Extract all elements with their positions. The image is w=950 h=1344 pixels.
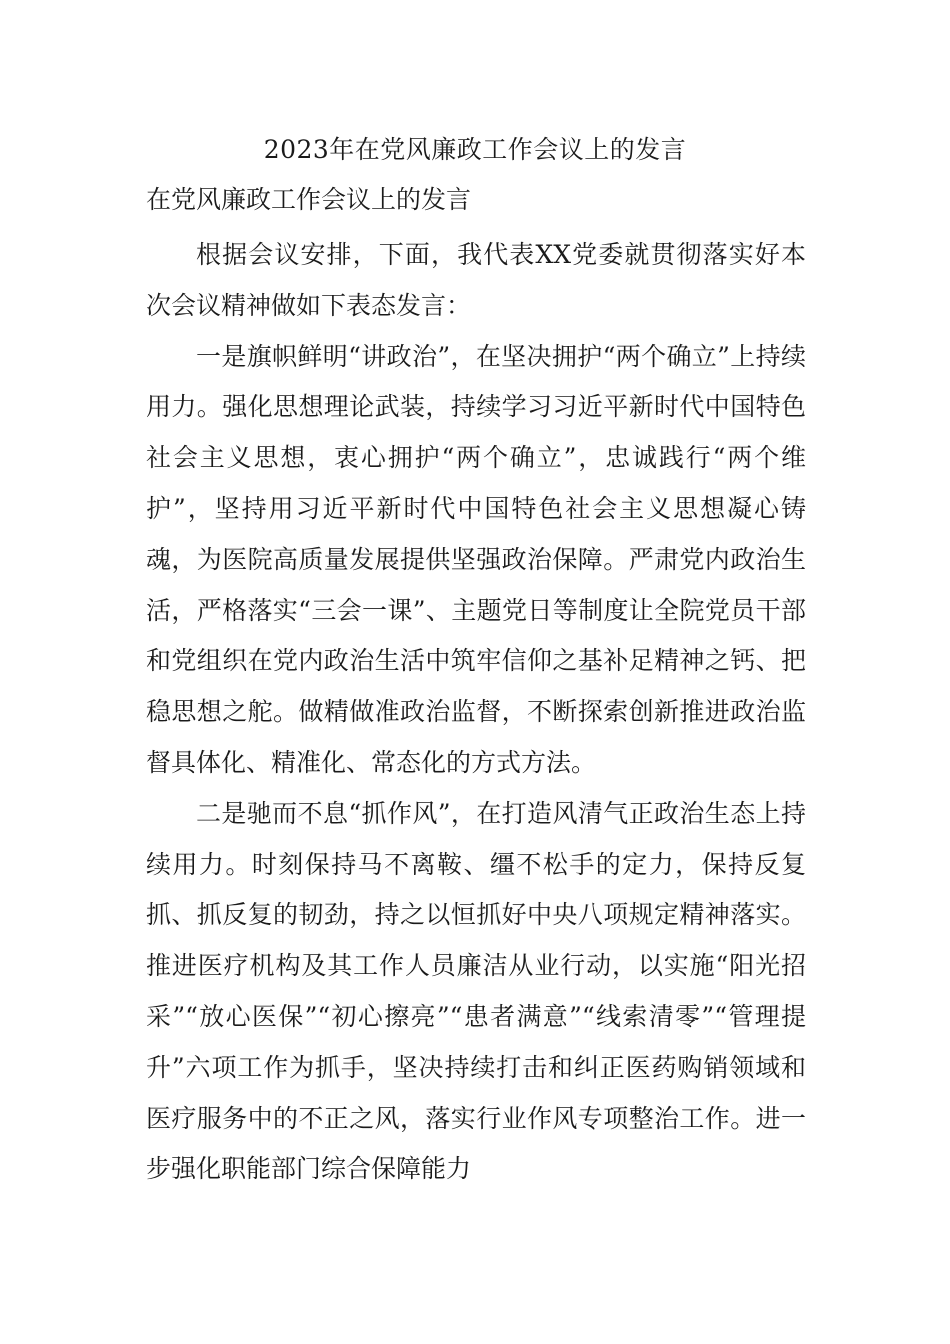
paragraph-intro: 根据会议安排，下面，我代表XX党委就贯彻落实好本次会议精神做如下表态发言： bbox=[146, 240, 806, 320]
document-body bbox=[146, 230, 806, 1195]
document-subtitle: 在党风廉政工作会议上的发言 bbox=[146, 185, 472, 214]
paragraph-point-two: 二是驰而不息“抓作风”，在打造风清气正政治生态上持续用力。时刻保持马不离鞍、缰不松手的定力，保持反复抓、抓反复的韧劲，持之以恒抓好中央八项规定精神落实。推进医疗机构及其工作人员廉洁从业行动，以实施“阳光招采”“放心医保”“初心擦亮”“患者满意”“线索清零”“管理提升”六项工作为抓手，坚决持续打击和纠正医药购销领域和医疗服务中的不正之风，落实行业作风专项整治工作。进一步强化职能部门综合保障能力 bbox=[146, 798, 806, 1184]
paragraph-point-one: 一是旗帜鲜明“讲政治”，在坚决拥护“两个确立”上持续用力。强化思想理论武装，持续学习习近平新时代中国特色社会主义思想，衷心拥护“两个确立”，忠诚践行“两个维护”，坚持用习近平新时代中国特色社会主义思想凝心铸魂，为医院高质量发展提供坚强政治保障。严肃党内政治生活，严格落实“三会一课”、主题党日等制度让全院党员干部和党组织在党内政治生活中筑牢信仰之基补足精神之钙、把稳思想之舵。做精做准政治监督，不断探索创新推进政治监督具体化、精准化、常态化的方式方法。 bbox=[146, 341, 807, 777]
document-title: 2023年在党风廉政工作会议上的发言 bbox=[263, 135, 687, 164]
